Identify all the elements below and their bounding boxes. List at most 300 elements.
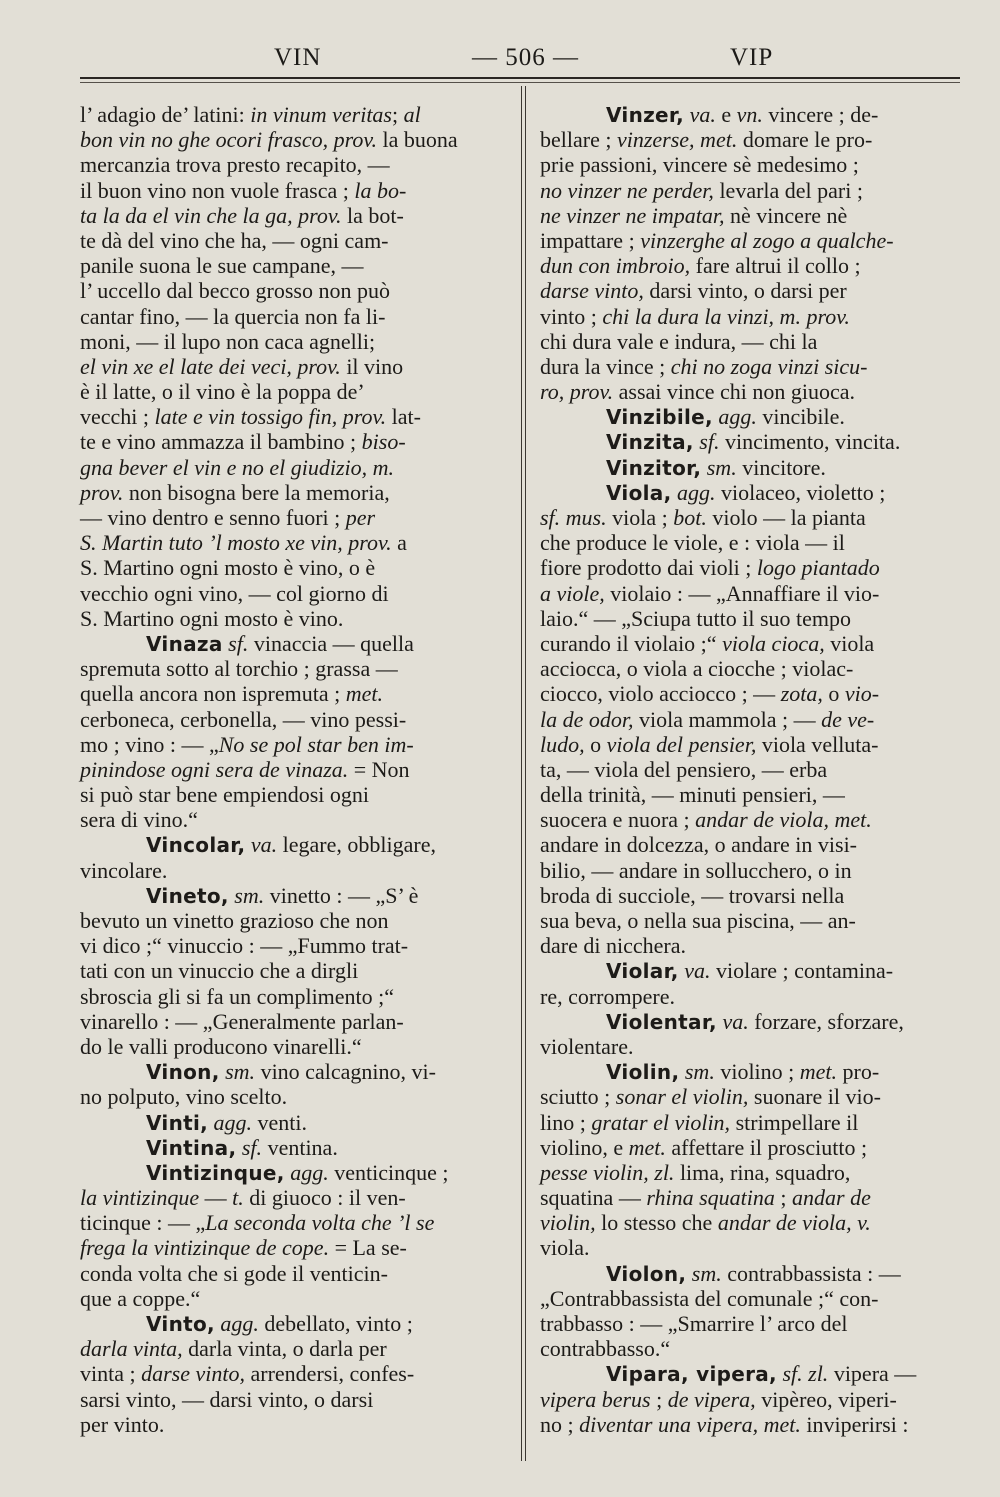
text-run: laio.“ — „Sciupa tutto il suo tempo — [540, 605, 852, 631]
italic-text: la de odor, — [540, 706, 634, 732]
text-run: l’ adagio de’ latini: — [80, 102, 251, 127]
text-run: o — [584, 731, 607, 757]
italic-text: met. — [799, 1059, 838, 1085]
italic-text: in vinum veritas — [250, 102, 392, 127]
text-line — [80, 1110, 508, 1135]
text-run: inviperirsi : — [800, 1411, 909, 1437]
italic-text: darse vinto, — [540, 278, 644, 304]
italic-text: vinzerse, met. — [616, 127, 738, 153]
text-line — [80, 253, 508, 278]
text-run: — vino dentro e senno fuori ; — [80, 505, 346, 530]
header-right-guideword: VIP — [730, 44, 774, 71]
text-line — [80, 1160, 508, 1185]
page-number: — 506 — — [472, 44, 579, 71]
column-divider-inner — [525, 86, 526, 1461]
text-run: sua beva, o nella sua piscina, — an- — [540, 908, 856, 933]
text-line — [80, 832, 508, 857]
text-run: curando il violaio ;“ — [540, 630, 723, 656]
text-line — [80, 127, 508, 152]
italic-text: bot. — [673, 505, 707, 530]
text-run: prie passioni, vincere sè medesimo ; — [540, 152, 859, 178]
text-run: panile suona le sue campane, — — [80, 253, 364, 279]
italic-text: chi no zoga vinzi sicu- — [670, 353, 868, 379]
text-line — [80, 1185, 508, 1210]
text-run: ; — [774, 1185, 793, 1211]
text-line — [80, 908, 508, 933]
text-line — [540, 429, 960, 454]
text-run: bevuto un vinetto grazioso che non — [80, 908, 389, 933]
headword: Vinzitor, — [606, 455, 702, 480]
text-line — [540, 152, 960, 177]
text-line — [80, 1235, 508, 1260]
italic-text: a viole, — [540, 580, 605, 606]
text-line — [80, 757, 508, 782]
text-run: re, corrompere. — [540, 983, 675, 1009]
text-run: violino, e — [540, 1134, 629, 1160]
text-line — [540, 1135, 960, 1160]
text-line — [80, 782, 508, 807]
italic-text: ta la da el vin che la ga, prov. — [80, 202, 342, 228]
text-line — [540, 581, 960, 606]
text-line — [540, 1009, 960, 1034]
text-line — [80, 707, 508, 732]
text-run: suocera e nuora ; — [540, 807, 696, 833]
text-run: vipera — — [828, 1361, 917, 1387]
text-line — [80, 404, 508, 429]
italic-text: agg. — [220, 1311, 259, 1336]
text-run: te e vino ammazza il bambino ; — [80, 429, 362, 455]
text-line — [540, 858, 960, 883]
text-line — [80, 656, 508, 681]
text-run: per vinto. — [80, 1411, 165, 1437]
text-line — [80, 178, 508, 203]
text-line — [540, 530, 960, 555]
text-line — [80, 354, 508, 379]
text-line — [80, 1084, 508, 1109]
italic-text: sf. — [241, 1134, 263, 1160]
text-line — [540, 958, 960, 983]
italic-text: vinzerghe al zogo a qualche- — [640, 227, 894, 253]
text-run: levarla del pari ; — [713, 177, 863, 203]
text-line — [540, 1210, 960, 1235]
headword: Vipara, vipera, — [606, 1362, 777, 1387]
text-run: „Contrabbassista del comunale ;“ con- — [540, 1285, 879, 1311]
text-line — [80, 1387, 508, 1412]
italic-text: sf. mus. — [540, 505, 607, 530]
text-run: conda volta che si gode il venticin- — [80, 1260, 388, 1286]
text-line — [80, 883, 508, 908]
italic-text: sm. — [706, 454, 737, 480]
text-line — [540, 203, 960, 228]
italic-text: late e vin tossigo fin, prov. — [154, 404, 387, 430]
text-line — [540, 1235, 960, 1260]
text-line — [540, 606, 960, 631]
text-run: violaceo, violetto ; — [715, 479, 886, 505]
text-line — [80, 304, 508, 329]
text-run: squatina — — [540, 1185, 647, 1211]
text-run: bilio, — andare in sollucchero, o in — [540, 857, 852, 883]
text-run: il buon vino non vuole frasca ; — [80, 177, 355, 203]
italic-text: ludo, — [540, 731, 585, 757]
italic-text: andar de viola, met. — [695, 807, 872, 833]
italic-text: la vintizinque — [80, 1185, 200, 1211]
text-run: violino ; — [714, 1059, 800, 1085]
italic-text: met. — [628, 1134, 666, 1160]
text-run: S. Martino ogni mosto è vino, o è — [80, 555, 376, 581]
text-line — [80, 1261, 508, 1286]
text-line — [80, 984, 508, 1009]
running-header — [80, 44, 960, 78]
text-run: pro- — [837, 1059, 880, 1085]
text-line — [540, 253, 960, 278]
headword: Vinti, — [146, 1110, 209, 1135]
italic-text: sm. — [225, 1059, 256, 1085]
text-run: no ; — [540, 1411, 580, 1437]
text-run: darsi vinto, o darsi per — [643, 278, 847, 304]
text-line — [80, 1135, 508, 1160]
text-run: violare ; contamina- — [710, 958, 894, 984]
headword: Vintizinque, — [146, 1160, 285, 1185]
italic-text: agg. — [676, 479, 716, 505]
italic-text: dun con imbroio, — [540, 253, 691, 279]
text-run: ; — [392, 102, 404, 127]
text-line — [80, 1311, 508, 1336]
italic-text: agg. — [718, 404, 757, 430]
text-run: mercanzia trova presto recapito, — — [80, 152, 390, 178]
text-run: venticinque ; — [328, 1159, 449, 1185]
headword: Vinzita, — [606, 430, 694, 455]
text-line — [540, 631, 960, 656]
text-run: vinta ; — [80, 1361, 142, 1387]
italic-text: el vin xe el late dei veci, prov. — [80, 353, 341, 379]
text-run: suonare il vio- — [748, 1084, 881, 1110]
italic-text: andar de viola, v. — [717, 1210, 871, 1236]
text-run: lima, rina, squadro, — [674, 1159, 851, 1185]
text-line — [540, 1311, 960, 1336]
text-line — [540, 707, 960, 732]
text-run: contrabbassista : — — [721, 1260, 901, 1286]
text-line — [540, 984, 960, 1009]
text-run: domare le pro- — [737, 127, 873, 153]
text-run: viola mammola ; — — [633, 706, 822, 732]
text-line — [540, 329, 960, 354]
italic-text: vn. — [736, 102, 763, 127]
text-line — [540, 908, 960, 933]
italic-text: gna bever el vin e no el giudizio, m. — [80, 454, 395, 480]
text-run: lino ; — [540, 1109, 592, 1135]
text-run: moni, — il lupo non caca agnelli; — [80, 328, 376, 354]
italic-text: sm. — [234, 882, 265, 908]
text-line — [80, 530, 508, 555]
text-line — [540, 1412, 960, 1437]
text-line — [80, 278, 508, 303]
text-line — [540, 228, 960, 253]
italic-text: pesse violin, zl. — [540, 1159, 675, 1185]
italic-text: No se pol star ben im- — [218, 731, 414, 757]
text-run: viola ; — [606, 505, 674, 530]
text-line — [80, 455, 508, 480]
text-run: trabbasso : — „Smarrire l’ arco del — [540, 1311, 848, 1336]
text-line — [80, 858, 508, 883]
text-line — [540, 681, 960, 706]
text-line — [540, 1034, 960, 1059]
text-run: il vino — [340, 353, 404, 379]
headword: Vinon, — [146, 1060, 220, 1085]
text-run: e — [715, 102, 737, 127]
italic-text: darse vinto, — [141, 1361, 245, 1387]
text-run: = Non — [348, 756, 410, 782]
text-run: lo stesso che — [595, 1210, 718, 1236]
text-run: vincitore. — [736, 454, 826, 480]
text-run: do le valli producono vinarelli.“ — [80, 1033, 362, 1059]
text-run: tati con un vinuccio che a dirgli — [80, 958, 359, 984]
text-line — [540, 656, 960, 681]
text-line — [540, 304, 960, 329]
text-run: — — [199, 1185, 233, 1211]
text-run: viola. — [540, 1235, 590, 1261]
headword: Violin, — [606, 1060, 680, 1085]
italic-text: t. — [232, 1185, 244, 1211]
italic-text: rhina squatina — [646, 1185, 775, 1211]
text-line — [540, 480, 960, 505]
headword: Viola, — [606, 480, 672, 505]
text-run: vinaccia — quella — [248, 630, 414, 656]
headword: Violar, — [606, 959, 679, 984]
text-run: debellato, vinto ; — [258, 1311, 413, 1336]
text-run: spremuta sotto al torchio ; grassa — — [80, 656, 398, 682]
text-run: vino calcagnino, vi- — [255, 1059, 436, 1085]
text-run: bellare ; — [540, 127, 617, 153]
text-line — [540, 832, 960, 857]
header-rule — [80, 77, 960, 79]
headword: Vintina, — [146, 1135, 237, 1160]
text-line — [80, 555, 508, 580]
text-line — [540, 1387, 960, 1412]
text-line — [540, 1084, 960, 1109]
italic-text: prov. — [80, 479, 124, 505]
text-run: la buona — [376, 127, 458, 153]
italic-text: sf. — [699, 429, 720, 455]
italic-text: agg. — [213, 1109, 253, 1135]
text-run: o — [822, 681, 845, 707]
text-run: forzare, sforzare, — [748, 1008, 904, 1034]
text-run: legare, obbligare, — [277, 832, 436, 858]
text-run: vecchi ; — [80, 404, 155, 430]
italic-text: frega la vintizinque de cope. — [80, 1235, 330, 1261]
text-line — [540, 1059, 960, 1084]
text-line — [540, 1110, 960, 1135]
italic-text: ro, prov. — [540, 379, 614, 405]
italic-text: zota, — [780, 681, 823, 707]
text-line — [540, 782, 960, 807]
text-line — [540, 127, 960, 152]
text-run: cerboneca, cerbonella, — vino pessi- — [80, 706, 407, 732]
text-line — [540, 1336, 960, 1361]
text-run: violo — la pianta — [706, 505, 866, 530]
italic-text: no vinzer ne perder, — [540, 177, 714, 203]
text-run: a — [391, 530, 407, 556]
right-column — [540, 102, 960, 1437]
headword: Violentar, — [606, 1009, 717, 1034]
text-run: vipèreo, viperi- — [755, 1386, 897, 1412]
italic-text: gratar el violin, — [591, 1109, 731, 1135]
text-run: la bot- — [341, 202, 404, 228]
italic-text: viola del pensier, — [606, 731, 757, 757]
text-line — [540, 505, 960, 530]
text-line — [540, 933, 960, 958]
text-line — [540, 555, 960, 580]
text-line — [80, 1059, 508, 1084]
headword: Vinzibile, — [606, 405, 713, 430]
text-line — [80, 102, 508, 127]
text-line — [80, 1361, 508, 1386]
text-run: ventina. — [262, 1134, 338, 1160]
text-run: vincere ; de- — [762, 102, 879, 127]
text-run: = La se- — [329, 1235, 407, 1261]
text-run: ta, — viola del pensiero, — erba — [540, 756, 828, 782]
italic-text: diventar una vipera, met. — [579, 1411, 801, 1437]
text-run: ticinque : — „ — [80, 1210, 206, 1236]
text-run: violentare. — [540, 1033, 634, 1059]
text-line — [80, 429, 508, 454]
left-column — [80, 102, 508, 1437]
text-run: cantar fino, — la quercia non fa li- — [80, 303, 386, 329]
text-run: vincimento, vincita. — [719, 429, 901, 455]
header-rule-thin — [80, 82, 960, 83]
italic-text: va. — [722, 1008, 749, 1034]
text-line — [540, 1160, 960, 1185]
text-line — [540, 732, 960, 757]
text-line — [80, 480, 508, 505]
text-run: ; — [650, 1386, 668, 1412]
text-run: S. Martino ogni mosto è vino. — [80, 605, 344, 631]
text-run: darla vinta, o darla per — [182, 1336, 387, 1362]
text-run: chi dura vale e indura, — chi la — [540, 328, 818, 354]
text-run: lat- — [386, 404, 421, 430]
text-run: te dà del vino che ha, — ogni cam- — [80, 227, 389, 253]
text-line — [540, 278, 960, 303]
italic-text: logo piantado — [756, 555, 880, 581]
text-run: si può star bene empiendosi ogni — [80, 782, 370, 808]
italic-text: bon vin no ghe ocori frasco, prov. — [80, 127, 377, 153]
italic-text: met. — [345, 681, 384, 707]
text-line — [80, 1034, 508, 1059]
text-line — [80, 505, 508, 530]
italic-text: sm. — [691, 1260, 722, 1286]
text-line — [80, 732, 508, 757]
text-line — [540, 883, 960, 908]
italic-text: de vipera, — [667, 1386, 756, 1412]
italic-text: al — [403, 102, 421, 127]
text-line — [80, 606, 508, 631]
headword: Vinaza — [146, 631, 223, 656]
text-run: andare in dolcezza, o andare in visi- — [540, 832, 858, 858]
text-run: assai vince chi non giuoca. — [613, 379, 856, 405]
italic-text: sf. — [228, 630, 249, 656]
text-run: no polputo, vino scelto. — [80, 1084, 288, 1110]
text-line — [540, 354, 960, 379]
italic-text: per — [345, 505, 376, 530]
text-line — [80, 807, 508, 832]
text-run: quella ancora non ispremuta ; — [80, 681, 346, 707]
text-run: violaio : — „Annaffiare il vio- — [604, 580, 880, 606]
italic-text: andar de — [792, 1185, 871, 1211]
text-line — [80, 1210, 508, 1235]
italic-text: agg. — [290, 1159, 329, 1185]
italic-text: La seconda volta che ’l se — [205, 1210, 435, 1236]
headword: Vinzer, — [606, 103, 685, 127]
italic-text: biso- — [361, 429, 406, 455]
text-line — [80, 329, 508, 354]
italic-text: viola cioca, — [722, 630, 825, 656]
text-run: contrabbasso.“ — [540, 1336, 671, 1362]
text-run: venti. — [252, 1109, 308, 1135]
text-run: non bisogna bere la memoria, — [123, 479, 390, 505]
text-run: vinto ; — [540, 303, 603, 329]
italic-text: va. — [689, 102, 716, 127]
text-run: impattare ; — [540, 227, 641, 253]
text-run: vinarello : — „Generalmente parlan- — [80, 1008, 404, 1034]
italic-text: ne vinzer ne impatar, — [540, 202, 725, 228]
text-run: della trinità, — minuti pensieri, — — [540, 782, 845, 808]
italic-text: sf. zl. — [782, 1361, 829, 1387]
text-line — [80, 581, 508, 606]
text-run: dura la vince ; — [540, 353, 671, 379]
text-line — [80, 1412, 508, 1437]
text-run: que a coppe.“ — [80, 1285, 201, 1311]
italic-text: pinindose ogni sera de vinaza. — [80, 756, 349, 782]
text-run: vecchio ogni vino, — col giorno di — [80, 580, 389, 606]
headword: Vineto, — [146, 883, 229, 908]
text-run: fare altrui il collo ; — [690, 253, 861, 279]
text-run: nè vincere nè — [724, 202, 848, 228]
column-divider — [521, 86, 522, 1461]
italic-text: va. — [684, 958, 711, 984]
headword: Violon, — [606, 1261, 687, 1286]
text-run: affettare il prosciutto ; — [665, 1134, 868, 1160]
text-line — [540, 404, 960, 429]
text-line — [80, 1336, 508, 1361]
header-left-guideword: VIN — [274, 44, 322, 71]
italic-text: vipera berus — [540, 1386, 651, 1412]
text-line — [540, 757, 960, 782]
text-run: di giuoco : il ven- — [243, 1185, 406, 1211]
italic-text: S. Martin tuto ’l mosto xe vin, prov. — [80, 530, 392, 556]
text-run: viola — [824, 630, 875, 656]
text-line — [540, 455, 960, 480]
text-run: vinetto : — „S’ è — [264, 882, 419, 908]
text-run: arrendersi, confes- — [245, 1361, 415, 1387]
italic-text: va. — [250, 832, 278, 858]
text-run: vi dico ;“ vinuccio : — „Fummo trat- — [80, 933, 409, 959]
text-run: broda di succiole, — trovarsi nella — [540, 882, 845, 908]
text-run: sarsi vinto, — darsi vinto, o darsi — [80, 1386, 374, 1412]
text-line — [540, 379, 960, 404]
text-line — [540, 102, 960, 127]
text-run: sciutto ; — [540, 1084, 616, 1110]
text-run: viola velluta- — [756, 731, 879, 757]
text-run: mo ; vino : — „ — [80, 731, 219, 757]
text-line — [540, 1185, 960, 1210]
text-run: strimpellare il — [730, 1109, 859, 1135]
italic-text: chi la dura la vinzi, m. prov. — [602, 303, 850, 329]
headword: Vincolar, — [146, 833, 246, 858]
text-run: dare di nicchera. — [540, 933, 686, 959]
text-line — [80, 1009, 508, 1034]
text-line — [80, 1286, 508, 1311]
text-run: che produce le viole, e : viola — il — [540, 530, 845, 556]
italic-text: darla vinta, — [80, 1336, 183, 1362]
